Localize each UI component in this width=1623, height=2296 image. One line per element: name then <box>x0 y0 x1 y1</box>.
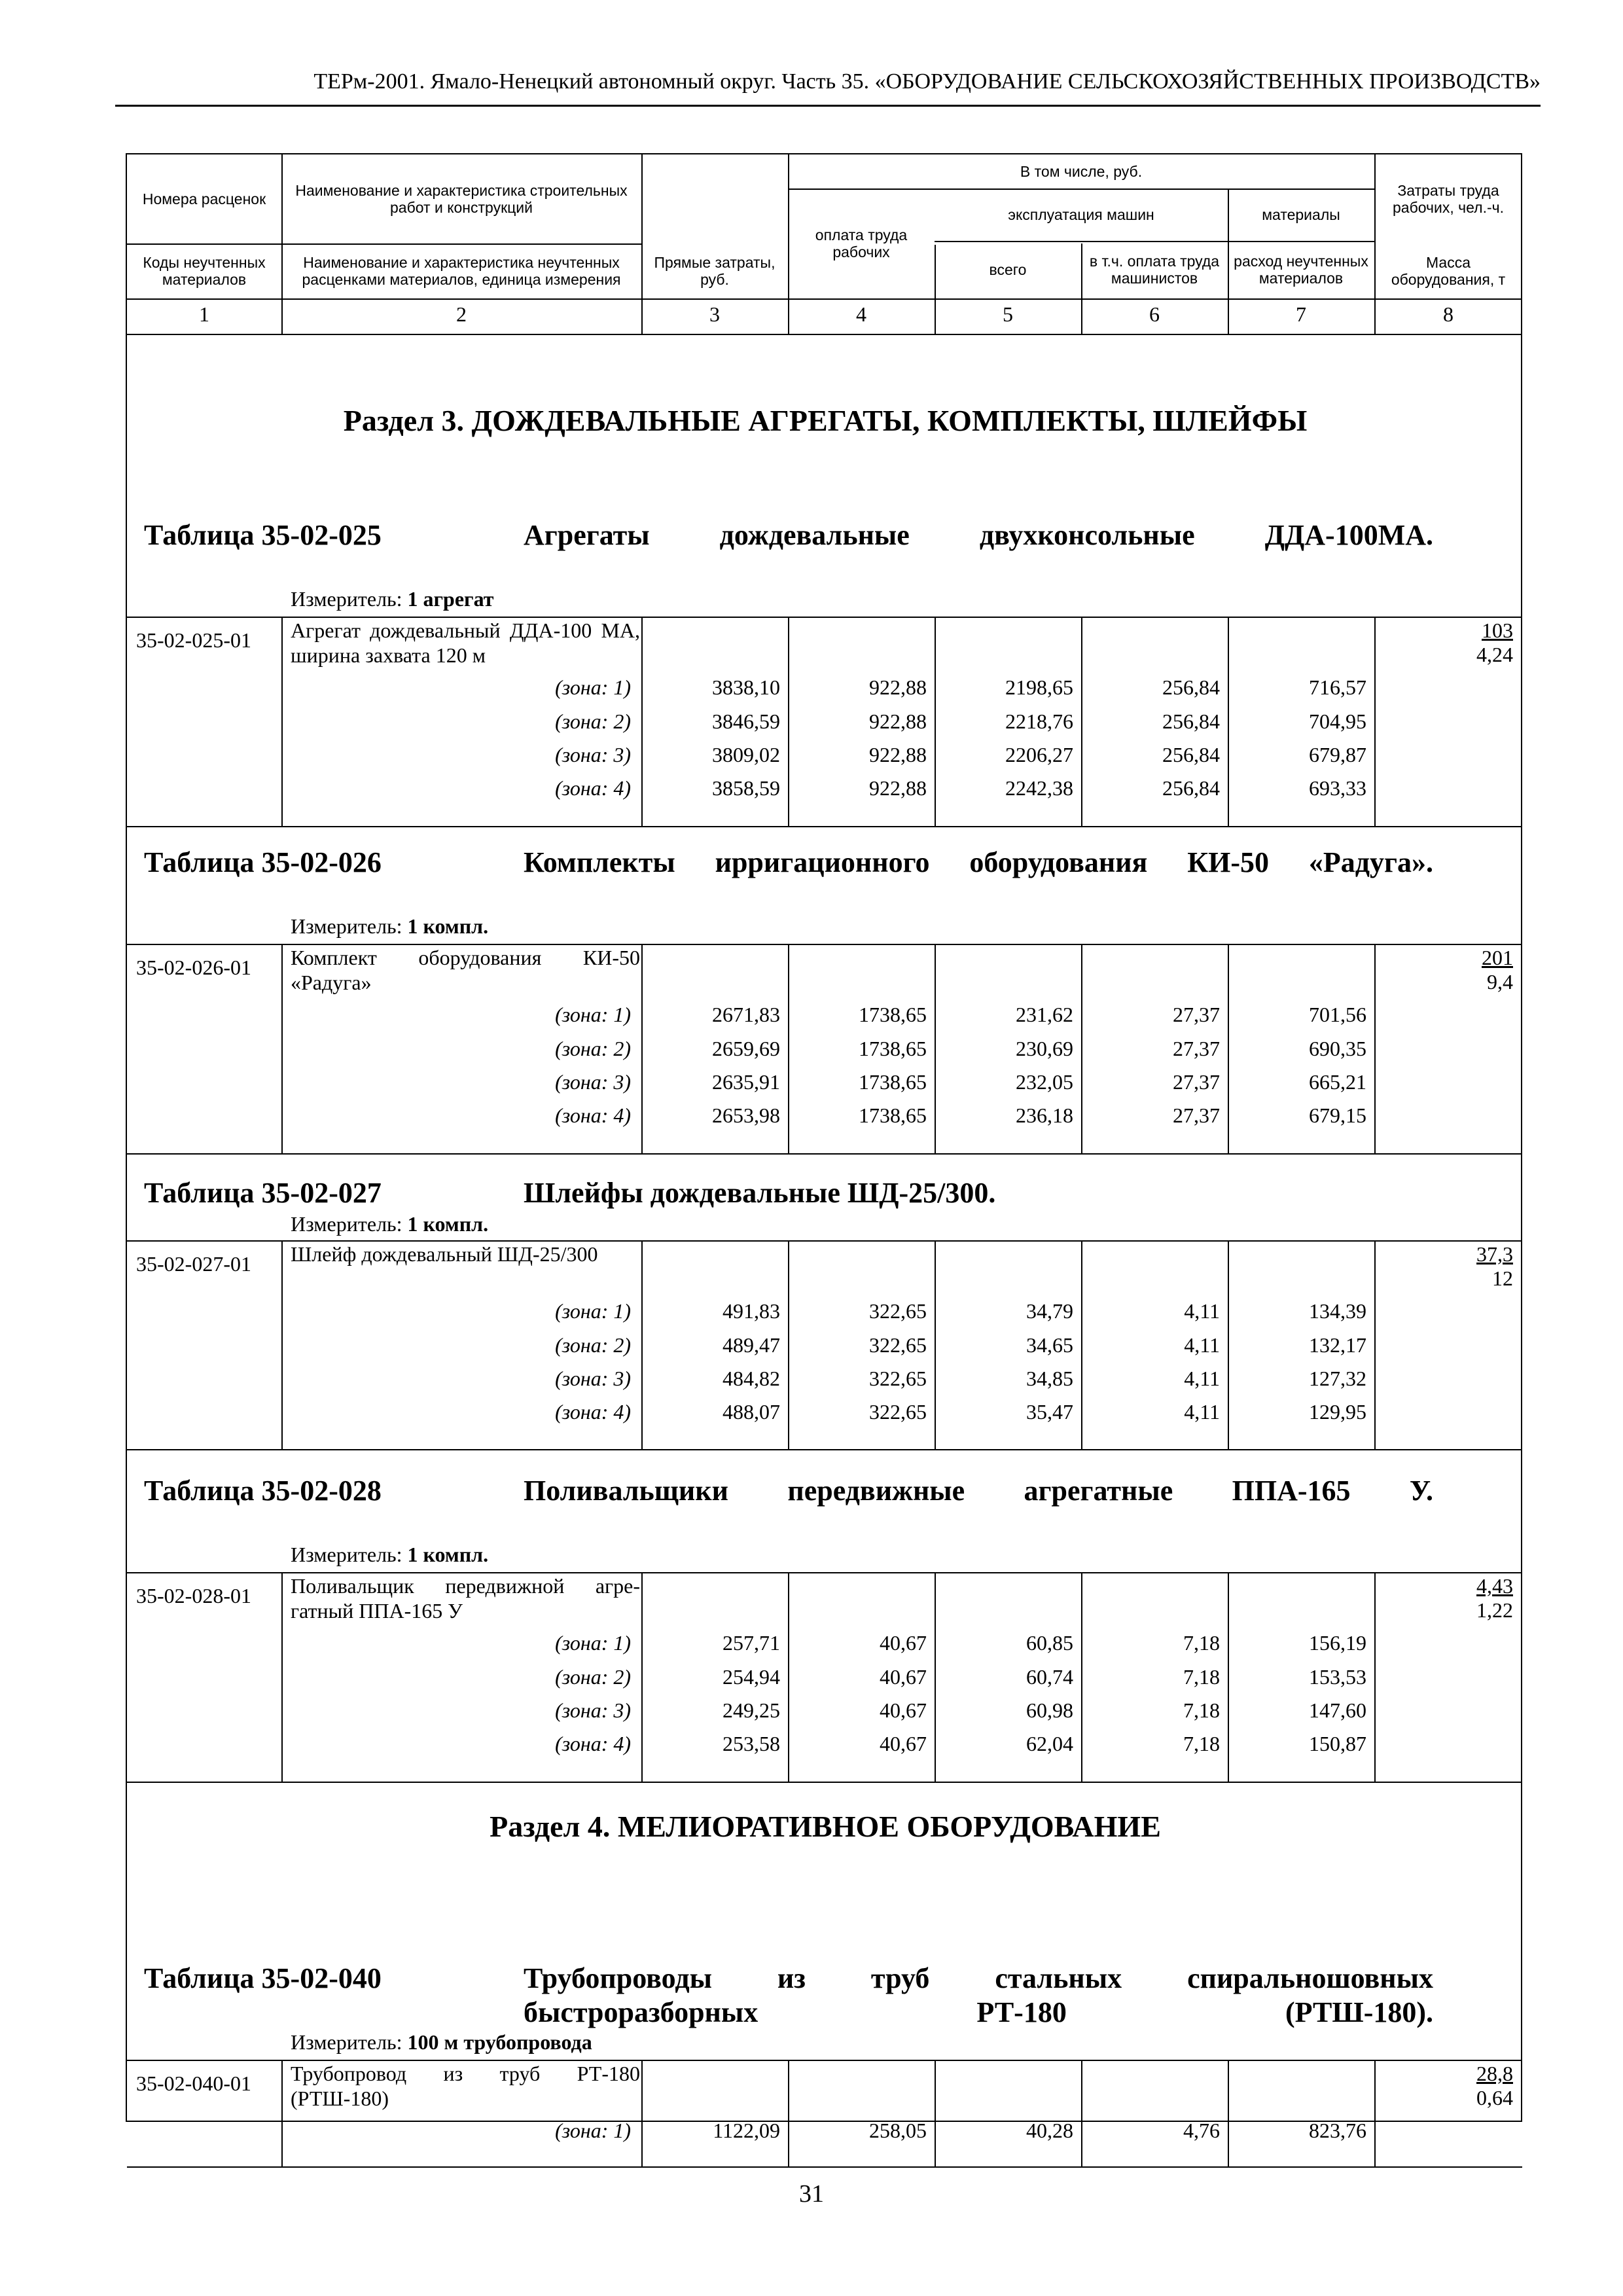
cell-c4: 922,88 <box>869 709 927 733</box>
rule <box>641 298 643 334</box>
row-bottom-rule <box>127 1153 1522 1155</box>
cell-c4: 40,67 <box>880 1698 927 1722</box>
cell-c6: 27,37 <box>1173 1070 1220 1094</box>
table-number: Таблица 35-02-025 <box>144 519 382 551</box>
row-bottom-rule <box>127 1782 1522 1783</box>
zone-label: (зона: 1) <box>555 1631 631 1655</box>
cell-c5: 62,04 <box>1026 1732 1073 1755</box>
cell-c4: 922,88 <box>869 776 927 800</box>
meter-label: Измеритель: <box>291 1543 408 1566</box>
work-name: Комплект оборудования КИ-50 «Радуга» <box>291 946 640 994</box>
column-number: 8 <box>1443 302 1454 326</box>
col2-header-bottom: Наименование и характеристика неучтенных расценками материалов, единица измерения <box>302 254 621 288</box>
work-name: Трубопровод из труб РТ-180 (РТШ-180) <box>291 2062 640 2110</box>
zone-label: (зона: 3) <box>555 743 631 766</box>
materials-header: материалы <box>1262 206 1340 223</box>
row-bottom-rule <box>127 2166 1522 2168</box>
cell-c5: 2198,65 <box>1005 675 1073 699</box>
cell-c3: 488,07 <box>722 1400 780 1424</box>
cell-c3: 3846,59 <box>712 709 780 733</box>
zone-label: (зона: 1) <box>555 1003 631 1026</box>
rule <box>1228 298 1229 334</box>
cell-c4: 40,67 <box>880 1665 927 1689</box>
column-number: 3 <box>709 302 720 326</box>
table-number: Таблица 35-02-040 <box>144 1962 382 1994</box>
cell-c6: 4,76 <box>1183 2119 1220 2142</box>
col2-header-top: Наименование и характеристика строительных работ и конструкций <box>295 182 628 216</box>
cell-c3: 249,25 <box>722 1698 780 1722</box>
work-name: Поливальщик передвижной агре-гатный ППА-165 У <box>291 1574 640 1623</box>
zone-label: (зона: 4) <box>555 1103 631 1127</box>
zone-label: (зона: 4) <box>555 1400 631 1424</box>
cell-c5: 2242,38 <box>1005 776 1073 800</box>
zone-label: (зона: 1) <box>555 2119 631 2142</box>
column-number: 6 <box>1149 302 1160 326</box>
cell-c4: 322,65 <box>869 1400 927 1424</box>
rule <box>788 298 789 334</box>
rule <box>281 154 283 298</box>
cell-c4: 922,88 <box>869 675 927 699</box>
section-heading: Раздел 3. ДОЖДЕВАЛЬНЫЕ АГРЕГАТЫ, КОМПЛЕКТЫ, ШЛЕЙФЫ <box>343 404 1308 437</box>
cell-c7: 690,35 <box>1309 1037 1366 1060</box>
cell-c3: 2659,69 <box>712 1037 780 1060</box>
cell-c5: 236,18 <box>1016 1103 1073 1127</box>
cell-c5: 34,79 <box>1026 1299 1073 1323</box>
equipment-mass: 12 <box>1492 1266 1513 1290</box>
cell-c7: 147,60 <box>1309 1698 1366 1722</box>
cell-c6: 27,37 <box>1173 1103 1220 1127</box>
cell-c4: 1738,65 <box>859 1103 927 1127</box>
col1-header-bottom: Коды неучтенных материалов <box>143 254 266 288</box>
cell-c7: 129,95 <box>1309 1400 1366 1424</box>
zone-label: (зона: 2) <box>555 709 631 733</box>
cell-c3: 2653,98 <box>712 1103 780 1127</box>
rate-code: 35-02-027-01 <box>136 1252 251 1276</box>
cell-c4: 1738,65 <box>859 1003 927 1026</box>
zone-label: (зона: 3) <box>555 1367 631 1390</box>
cell-c7: 704,95 <box>1309 709 1366 733</box>
column-number: 7 <box>1296 302 1306 326</box>
equipment-mass: 0,64 <box>1476 2086 1513 2109</box>
zone-label: (зона: 3) <box>555 1070 631 1094</box>
equipment-mass: 1,22 <box>1476 1598 1513 1622</box>
cell-c4: 922,88 <box>869 743 927 766</box>
rule <box>1228 2060 1229 2166</box>
row-bottom-rule <box>127 826 1522 827</box>
cell-c5: 35,47 <box>1026 1400 1073 1424</box>
rule <box>1081 298 1082 334</box>
cell-c6: 7,18 <box>1183 1665 1220 1689</box>
header-bottom-rule <box>127 298 1522 300</box>
cell-c6: 4,11 <box>1184 1400 1220 1424</box>
row-bottom-rule <box>127 1449 1522 1450</box>
cell-c7: 679,15 <box>1309 1103 1366 1127</box>
cell-c6: 4,11 <box>1184 1299 1220 1323</box>
included-header: В том числе, руб. <box>1020 163 1143 180</box>
cell-c7: 150,87 <box>1309 1732 1366 1755</box>
table-meter <box>291 1543 488 1567</box>
cell-c7: 716,57 <box>1309 675 1366 699</box>
rule <box>788 2060 789 2166</box>
rate-code: 35-02-040-01 <box>136 2072 251 2095</box>
cell-c3: 3838,10 <box>712 675 780 699</box>
zone-label: (зона: 1) <box>555 1299 631 1323</box>
cell-c7: 693,33 <box>1309 776 1366 800</box>
cell-c5: 34,65 <box>1026 1333 1073 1357</box>
cell-c3: 3809,02 <box>712 743 780 766</box>
col3-header: Прямые затраты, руб. <box>654 254 776 288</box>
zone-label: (зона: 2) <box>555 1333 631 1357</box>
rule <box>1374 298 1376 334</box>
zone-label: (зона: 2) <box>555 1665 631 1689</box>
cell-c7: 665,21 <box>1309 1070 1366 1094</box>
table-meter <box>291 1212 488 1236</box>
cell-c6: 27,37 <box>1173 1037 1220 1060</box>
labor-cost: 201 <box>1482 946 1513 969</box>
rate-code: 35-02-025-01 <box>136 628 251 652</box>
rule <box>935 298 936 334</box>
table-title: Шлейфы дождевальные ШД-25/300. <box>524 1177 996 1209</box>
table-title: Агрегаты дождевальные двухконсольные ДДА-100МА. <box>524 519 1433 551</box>
cell-c3: 2671,83 <box>712 1003 780 1026</box>
cell-c7: 679,87 <box>1309 743 1366 766</box>
cell-c7: 823,76 <box>1309 2119 1366 2142</box>
cell-c3: 489,47 <box>722 1333 780 1357</box>
work-name: Агрегат дождевальный ДДА-100 МА, ширина захвата 120 м <box>291 619 640 667</box>
meter-label: Измеритель: <box>291 914 408 938</box>
zone-label: (зона: 4) <box>555 776 631 800</box>
cell-c6: 256,84 <box>1162 675 1220 699</box>
labor-cost: 4,43 <box>1476 1574 1513 1598</box>
meter-label: Измеритель: <box>291 1212 408 1236</box>
cell-c3: 1122,09 <box>713 2119 780 2142</box>
cell-c6: 7,18 <box>1183 1732 1220 1755</box>
rate-code: 35-02-026-01 <box>136 956 251 979</box>
cell-c6: 27,37 <box>1173 1003 1220 1026</box>
cell-c5: 232,05 <box>1016 1070 1073 1094</box>
cell-c7: 701,56 <box>1309 1003 1366 1026</box>
column-number: 4 <box>856 302 866 326</box>
col1-header-top: Номера расценок <box>142 190 266 207</box>
cell-c5: 34,85 <box>1026 1367 1073 1390</box>
labor-cost: 28,8 <box>1476 2062 1513 2085</box>
meter-value: 100 м трубопровода <box>407 2030 592 2054</box>
column-number: 1 <box>199 302 209 326</box>
cell-c3: 253,58 <box>722 1732 780 1755</box>
zone-label: (зона: 2) <box>555 1037 631 1060</box>
column-number: 2 <box>456 302 467 326</box>
column-number: 5 <box>1003 302 1013 326</box>
cell-c7: 156,19 <box>1309 1631 1366 1655</box>
cell-c4: 1738,65 <box>859 1037 927 1060</box>
rule <box>935 2060 936 2166</box>
cell-c4: 40,67 <box>880 1631 927 1655</box>
cell-c5: 2218,76 <box>1005 709 1073 733</box>
col8-header-bottom: Масса оборудования, т <box>1391 254 1506 288</box>
cell-c5: 230,69 <box>1016 1037 1073 1060</box>
rule <box>641 2060 643 2166</box>
labor-cost: 37,3 <box>1476 1242 1513 1266</box>
section-heading: Раздел 4. МЕЛИОРАТИВНОЕ ОБОРУДОВАНИЕ <box>490 1810 1161 1843</box>
meter-value: 1 компл. <box>407 914 489 938</box>
col7-header: расход неучтенных материалов <box>1234 253 1368 287</box>
table-title: Трубопроводы из труб стальных спиральношовных быстроразборных РТ-180 (РТШ-180). <box>524 1962 1433 2028</box>
rule <box>1081 2060 1082 2166</box>
table-meter <box>291 587 493 611</box>
cell-c5: 60,74 <box>1026 1665 1073 1689</box>
table-meter <box>291 914 488 939</box>
cell-c7: 127,32 <box>1309 1367 1366 1390</box>
cell-c4: 40,67 <box>880 1732 927 1755</box>
cell-c4: 1738,65 <box>859 1070 927 1094</box>
estimate-table <box>126 153 1522 2142</box>
col8-header-top: Затраты труда рабочих, чел.-ч. <box>1392 182 1504 216</box>
cell-c3: 2635,91 <box>712 1070 780 1094</box>
rule <box>281 2060 283 2166</box>
meter-label: Измеритель: <box>291 2030 408 2054</box>
rate-code: 35-02-028-01 <box>136 1584 251 1607</box>
cell-c5: 2206,27 <box>1005 743 1073 766</box>
cell-c3: 257,71 <box>722 1631 780 1655</box>
cell-c5: 40,28 <box>1026 2119 1073 2142</box>
zone-label: (зона: 4) <box>555 1732 631 1755</box>
table-meter <box>291 2030 592 2054</box>
rule <box>281 298 283 334</box>
header-rule <box>115 105 1541 107</box>
cell-c4: 322,65 <box>869 1333 927 1357</box>
cell-c7: 132,17 <box>1309 1333 1366 1357</box>
table-number: Таблица 35-02-026 <box>144 846 382 878</box>
cell-c3: 3858,59 <box>712 776 780 800</box>
cell-c6: 7,18 <box>1183 1631 1220 1655</box>
cell-c5: 231,62 <box>1016 1003 1073 1026</box>
cell-c5: 60,85 <box>1026 1631 1073 1655</box>
cell-c7: 153,53 <box>1309 1665 1366 1689</box>
table-number: Таблица 35-02-027 <box>144 1177 382 1209</box>
cell-c3: 491,83 <box>722 1299 780 1323</box>
table-title: Поливальщики передвижные агрегатные ППА-165 У. <box>524 1475 1433 1507</box>
col5-header: всего <box>989 261 1027 278</box>
meter-value: 1 компл. <box>407 1212 489 1236</box>
page-number: 31 <box>799 2180 824 2208</box>
cell-c6: 7,18 <box>1183 1698 1220 1722</box>
cell-c6: 256,84 <box>1162 743 1220 766</box>
cell-c3: 254,94 <box>722 1665 780 1689</box>
cell-c4: 322,65 <box>869 1299 927 1323</box>
running-header: ТЕРм-2001. Ямало-Ненецкий автономный округ. Часть 35. «ОБОРУДОВАНИЕ СЕЛЬСКОХОЗЯЙСТВЕННЫХ ПРОИЗВОДСТВ» <box>313 69 1541 94</box>
meter-value: 1 компл. <box>407 1543 489 1566</box>
cell-c6: 256,84 <box>1162 776 1220 800</box>
zone-label: (зона: 1) <box>555 675 631 699</box>
cell-c6: 4,11 <box>1184 1333 1220 1357</box>
meter-label: Измеритель: <box>291 587 408 611</box>
cell-c5: 60,98 <box>1026 1698 1073 1722</box>
table-title: Комплекты ирригационного оборудования КИ-50 «Радуга». <box>524 846 1433 878</box>
zone-label: (зона: 3) <box>555 1698 631 1722</box>
col4-header: оплата труда рабочих <box>815 226 908 260</box>
cell-c4: 322,65 <box>869 1367 927 1390</box>
cell-c6: 4,11 <box>1184 1367 1220 1390</box>
meter-value: 1 агрегат <box>407 587 494 611</box>
cell-c4: 258,05 <box>869 2119 927 2142</box>
cell-c7: 134,39 <box>1309 1299 1366 1323</box>
table-number: Таблица 35-02-028 <box>144 1475 382 1507</box>
work-name: Шлейф дождевальный ШД-25/300 <box>291 1242 598 1266</box>
cell-c6: 256,84 <box>1162 709 1220 733</box>
cell-c3: 484,82 <box>722 1367 780 1390</box>
equipment-mass: 4,24 <box>1476 643 1513 666</box>
numbers-bottom-rule <box>127 334 1522 335</box>
machines-header: эксплуатация машин <box>1008 206 1154 223</box>
col6-header: в т.ч. оплата труда машинистов <box>1089 253 1220 287</box>
equipment-mass: 9,4 <box>1487 970 1513 994</box>
labor-cost: 103 <box>1482 619 1513 642</box>
